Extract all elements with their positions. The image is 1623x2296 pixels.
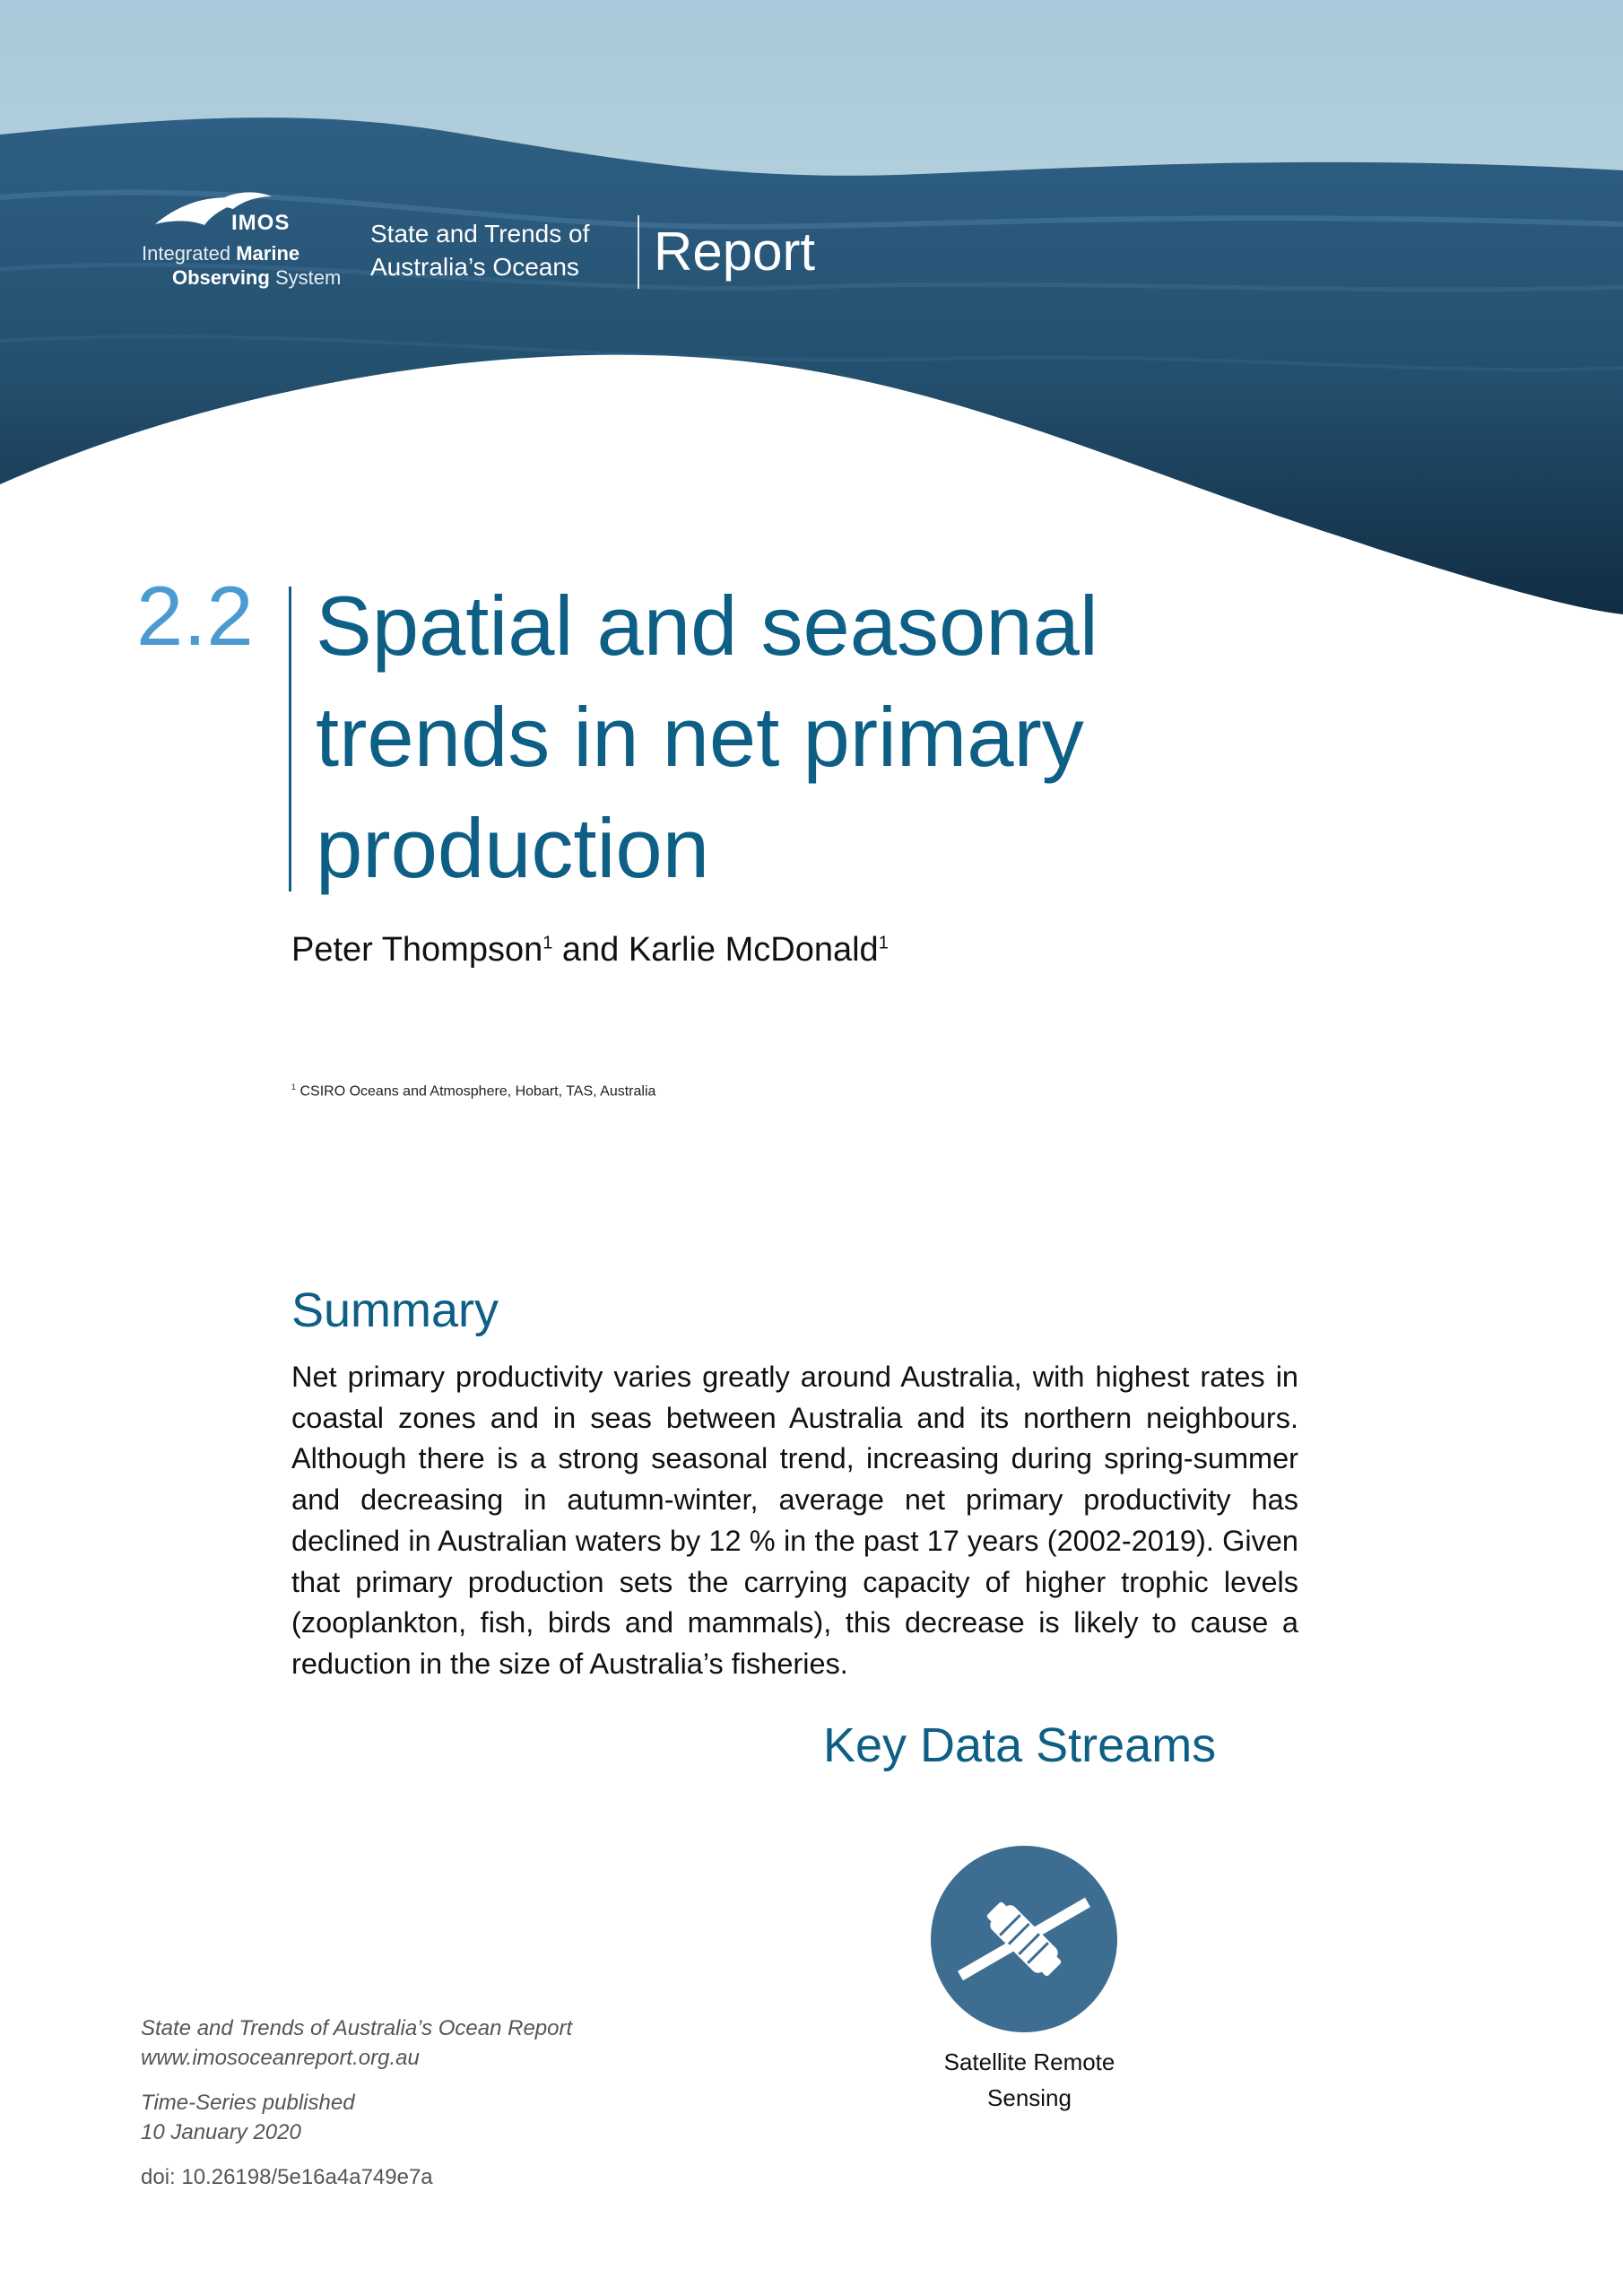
imos-logo	[142, 184, 348, 291]
affiliation-marker: 1	[291, 1083, 297, 1091]
section-number: 2.2	[136, 569, 254, 663]
data-stream-label: Satellite Remote Sensing	[943, 2048, 1115, 2111]
series-title	[370, 217, 589, 283]
logo-wordmark: IMOS	[231, 211, 291, 235]
affiliation	[291, 1083, 655, 1100]
report-url: www.imosoceanreport.org.au	[141, 2046, 420, 2070]
author-name: Karlie McDonald	[628, 931, 879, 969]
affiliation-marker: 1	[878, 933, 889, 953]
affiliation-marker: 1	[542, 933, 553, 953]
title-divider	[289, 587, 291, 891]
logo-line-1: Integrated Marine	[142, 242, 300, 265]
footer	[141, 2013, 607, 2192]
published-date: 10 January 2020	[141, 2120, 301, 2144]
author-name: Peter Thompson	[291, 931, 543, 969]
summary-heading: Summary	[291, 1283, 499, 1337]
report-label: Report	[654, 222, 816, 282]
header-divider	[638, 215, 639, 289]
series-title-line-1: State and Trends of	[370, 220, 590, 248]
authors	[291, 931, 889, 970]
article-title: Spatial and seasonal trends in net primary production	[316, 578, 1098, 895]
affiliation-text: CSIRO Oceans and Atmosphere, Hobart, TAS, Australia	[299, 1083, 656, 1100]
logo-line-2: Observing System	[172, 266, 342, 289]
satellite-icon	[931, 1846, 1117, 2032]
doi: doi: 10.26198/5e16a4a749e7a	[141, 2165, 433, 2189]
series-title-line-2: Australia’s Oceans	[370, 253, 579, 281]
summary-text: Net primary productivity varies greatly around Australia, with highest rates in coastal zones and in seas between Australia and its northern neighbours. Although there is a strong seasonal trend, increasing during spring-summer and decreasing in autumn-winter, average net primary productivity has declined in Australian waters by 12 % in the past 17 years (2002-2019). Given that primary production sets the carrying capacity of higher trophic levels (zooplankton, fish, birds and mammals), this decrease is likely to cause a reduction in the size of Australia’s fisheries.	[291, 1361, 1298, 1680]
author-separator: and	[552, 931, 629, 969]
key-data-streams-heading: Key Data Streams	[823, 1718, 1217, 1772]
published-label: Time-Series published	[141, 2091, 355, 2115]
report-name: State and Trends of Australia’s Ocean Report	[141, 2016, 573, 2040]
ocean-header-image	[0, 0, 1623, 628]
